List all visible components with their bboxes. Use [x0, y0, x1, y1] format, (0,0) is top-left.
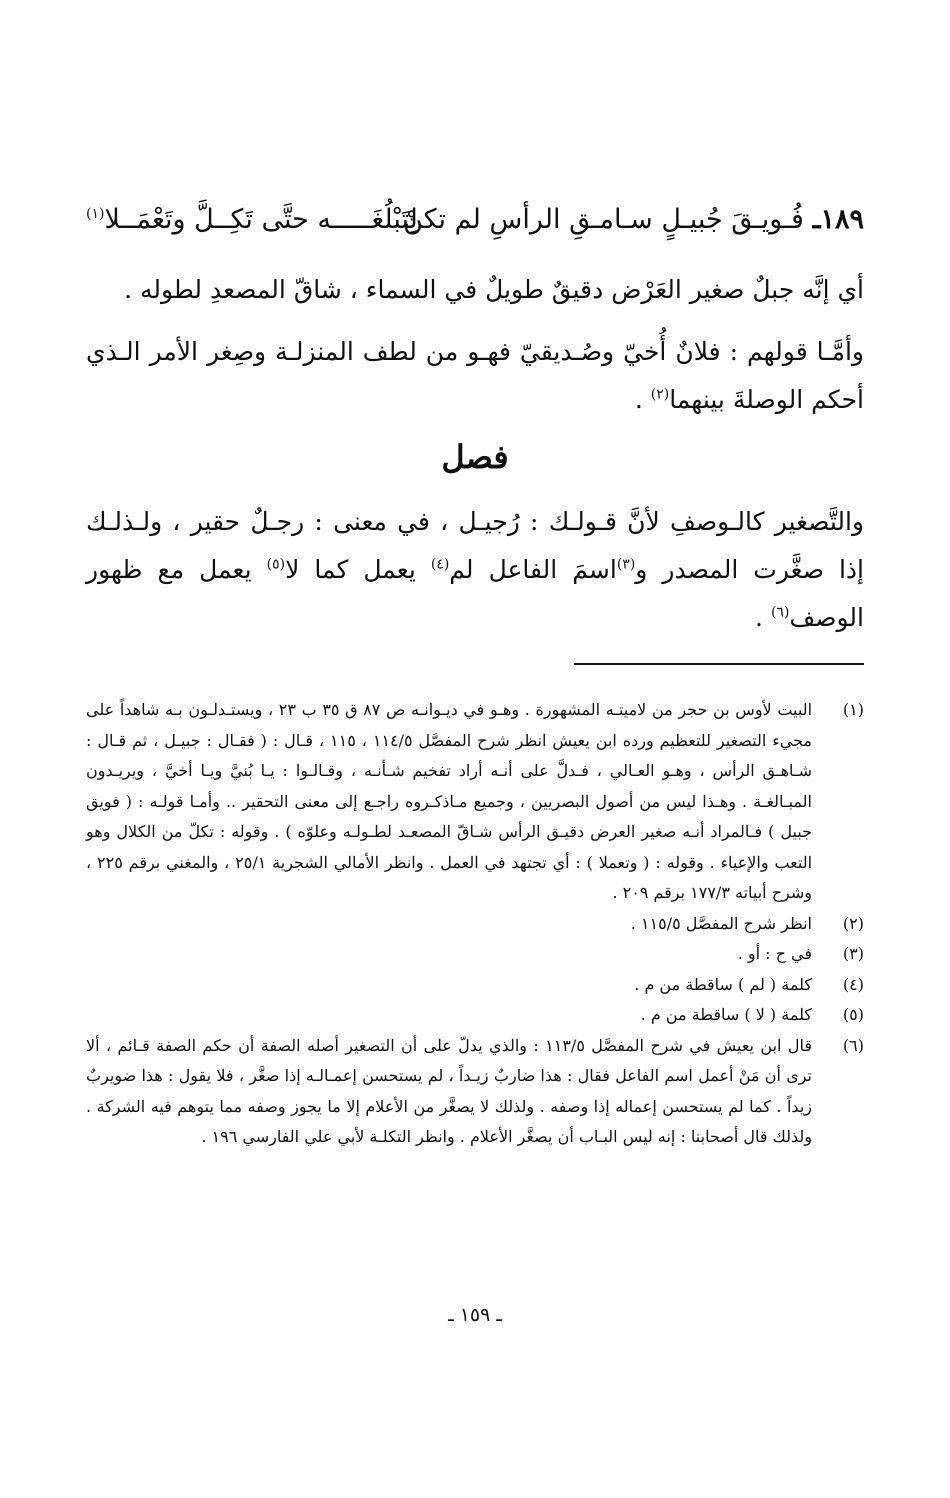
footnotes-section — [86, 695, 864, 1153]
paragraph3-tail: . — [755, 603, 771, 632]
hemistich-2-text: لِتَبْلُغَـــــه حتَّى تَكِــلَّ وتَعْمَــلا — [104, 204, 418, 235]
footnote-ref-5: (٥) — [266, 556, 286, 573]
paragraph-diminutive-as-description — [86, 498, 864, 642]
footnote-number: (٢) — [842, 913, 864, 933]
footnote-text: قال ابن يعيش في شرح المفصَّل ١١٣/٥ : والذي يدلّ على أن التصغير أصله الصفة أن حكم الصفة قـائم ، ألا ترى أن مَنْ أعمل اسم الفاعل فقال : هذا ضاربٌ زيـداً ، لم يستحسن إعمـالـه إذا صغَّر ، فلا يقول : هذا ضويربٌ زيداً . كما لم يستحسن إعماله إذا وصفه . ولذلك لا يصغَّر من الأعلام إلا ما يجوز وصفه مما يتوهم فيه الشركة . ولذلك قال أصحابنا : إنه ليس البـاب أن يصغَّر الأعلام . وانظر التكلـة لأبي علي الفارسي ١٩٦ . — [86, 1035, 813, 1146]
footnote-text: انظر شرح المفصَّل ١١٥/٥ . — [630, 913, 812, 933]
footnote-2 — [86, 909, 864, 940]
verse-number: ١٨٩ـ — [812, 204, 864, 235]
footnote-number: (١) — [842, 700, 864, 719]
paragraph3-part4: يعمل مع ظهور الوصف — [86, 555, 864, 632]
footnote-3 — [86, 939, 864, 970]
footnote-number: (٥) — [842, 1005, 864, 1024]
paragraph-diminutive-affection — [86, 328, 864, 424]
paragraph3-part2: اسمَ الفاعل لم — [449, 555, 617, 584]
footnote-separator — [574, 663, 864, 665]
paragraph2-text: وأمَّـا قولهم : فلانٌ أُخيّ وصُـديقيّ فهـو من لطف المنزلـة وصِغر الأمر الـذي أحكم الوصلةَ بينهما — [86, 337, 864, 414]
explanation-paragraph: أي إنَّه جبلٌ صغير العَرْض دقيقٌ طويلٌ في السماء ، شاقّ المصعدِ لطوله . — [124, 275, 864, 304]
hemistich-1-text: فُـويـقَ جُبيـلٍ سـامـقِ الرأسِ لم تكنْ — [403, 204, 804, 235]
paragraph3-part3: يعمل كما لا — [285, 555, 431, 584]
footnote-ref-2: (٢) — [650, 386, 670, 403]
footnote-6 — [86, 1031, 864, 1153]
verse-second-hemistich — [86, 196, 418, 244]
footnote-ref-3: (٣) — [616, 556, 636, 573]
footnote-1 — [86, 695, 864, 909]
footnote-ref-1: (١) — [86, 206, 105, 222]
footnote-ref-6: (٦) — [770, 604, 790, 621]
verse-first-hemistich — [403, 196, 864, 244]
paragraph3-part1: والتَّصغير كالـوصفِ لأنَّ قـولـك : رُجيـل ، في معنى : رجـلٌ حقير ، ولـذلـك إذا صغَّرت المصدر و — [86, 507, 864, 584]
footnote-text: البيت لأوس بن حجر من لاميتـه المشهورة . وهـو في ديـوانـه ص ٨٧ ق ٣٥ ب ٢٣ ، ويستـدلـون بـه شاهداً على مجيء التصغير للتعظيم ورده ابن يعيش انظر شرح المفصَّل ١١٤/٥ ، ١١٥ ، قـال : ( فقـال : جبيـل ، ثم قـال : شـاهـق الرأس ، وهـو العـالي ، فـدلَّ على أنـه أراد تفخيم شـأنـه ، وقـالـوا : يـا بُنيَّ ويـا أخيَّ ، ويريـدون المبـالغـة . وهـذا ليس من أصول البصريين ، وجميع مـاذكـروه راجـع إلى معنى التحقير .. وأمـا قولـه : ( فويق جبيل ) فـالمراد أنـه صغير العرض دقيـق الرأس شـاقّ المصعـد لطـولـه وعلوّه ) . وقوله : تكلّ من الكلال وهو التعب والإعياء . وقوله : ( وتعملا ) : أي تجتهد في العمل . وانظر الأمالي الشجرية ٢٥/١ ، والمغني برقم ٢٢٥ ، وشرح أبياته ١٧٧/٣ برقم ٢٠٩ . — [86, 700, 813, 902]
verse-189 — [86, 196, 864, 244]
paragraph2-tail: . — [634, 385, 651, 414]
footnote-text: كلمة ( لا ) ساقطة من م . — [640, 1005, 812, 1024]
footnote-number: (٤) — [842, 974, 864, 994]
footnote-ref-4: (٤) — [430, 556, 450, 573]
page-number: ـ ١٥٩ ـ — [448, 1304, 502, 1326]
footnote-5 — [86, 1000, 864, 1031]
footnote-4 — [86, 970, 864, 1001]
section-heading: فصل — [441, 438, 509, 476]
footnote-number: (٦) — [842, 1035, 864, 1055]
footnote-text: في ح : أو . — [737, 944, 812, 963]
footnote-number: (٣) — [842, 944, 864, 963]
footnote-text: كلمة ( لم ) ساقطة من م . — [634, 974, 812, 994]
